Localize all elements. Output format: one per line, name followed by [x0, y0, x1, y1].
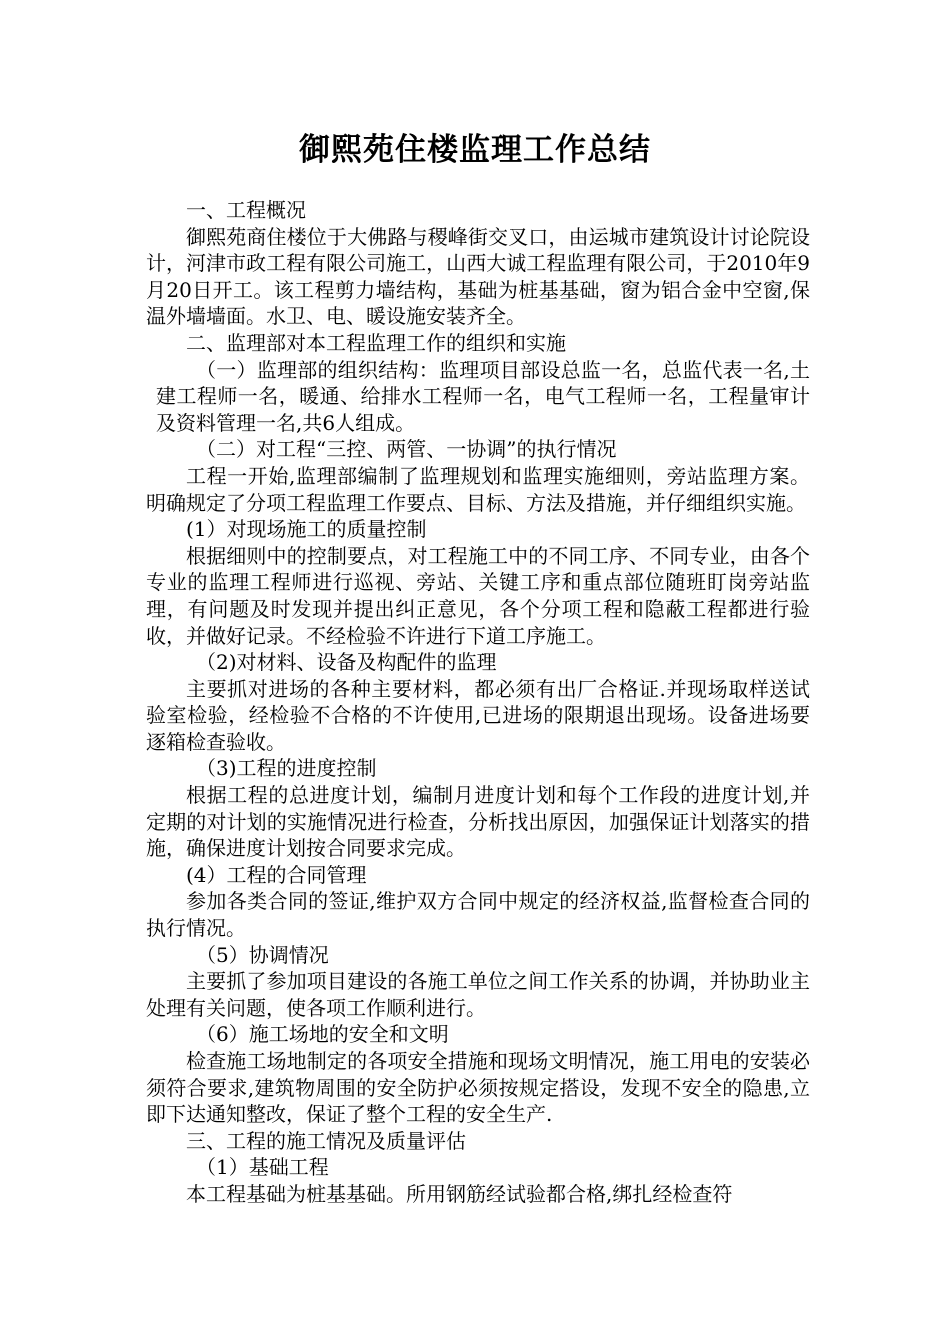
document-body [146, 197, 810, 1208]
body-paragraph: 根据细则中的控制要点，对工程施工中的不同工序、不同专业，由各个专业的监理工程师进行巡视、旁站、关键工序和重点部位随班盯岗旁站监理，有问题及时发现并提出纠正意见，各个分项工程和隐蔽工程都进行验收，并做好记录。不经检验不许进行下道工序施工。 [146, 543, 810, 648]
body-paragraph: 三、工程的施工情况及质量评估 [186, 1128, 466, 1153]
body-paragraph: (4）工程的合同管理 [186, 862, 367, 887]
body-paragraph: 一、工程概况 [186, 198, 306, 222]
body-paragraph: 二、监理部对本工程监理工作的组织和实施 [186, 330, 566, 355]
body-paragraph: 根据工程的总进度计划，编制月进度计划和每个工作段的进度计划,并定期的对计划的实施情况进行检查，分析找出原因，加强保证计划落实的措施，确保进度计划按合同要求完成。 [146, 783, 810, 861]
body-paragraph: （一）监理部的组织结构：监理项目部设总监一名，总监代表一名,土建工程师一名，暖通、给排水工程师一名，电气工程师一名，工程量审计及资料管理一名,共6人组成。 [156, 357, 810, 435]
body-paragraph: （3)工程的进度控制 [196, 756, 377, 781]
body-paragraph: 检查施工场地制定的各项安全措施和现场文明情况，施工用电的安装必须符合要求,建筑物周围的安全防护必须按规定搭设，发现不安全的隐患,立即下达通知整改，保证了整个工程的安全生产. [146, 1049, 810, 1127]
document-title: 御熙苑住楼监理工作总结 [299, 132, 651, 168]
body-paragraph: 参加各类合同的签证,维护双方合同中规定的经济权益,监督检查合同的执行情况。 [146, 889, 810, 941]
body-paragraph: 工程一开始,监理部编制了监理规划和监理实施细则，旁站监理方案。明确规定了分项工程监理工作要点、目标、方法及措施，并仔细组织实施。 [146, 463, 810, 515]
body-paragraph: （6）施工场地的安全和文明 [196, 1022, 449, 1047]
body-paragraph: 本工程基础为桩基基础。所用钢筋经试验都合格,绑扎经检查符 [186, 1181, 733, 1206]
body-paragraph: （1）基础工程 [196, 1155, 329, 1180]
body-paragraph: 御熙苑商住楼位于大佛路与稷峰街交叉口，由运城市建筑设计讨论院设计，河津市政工程有限公司施工，山西大诚工程监理有限公司，于2010年9月20日开工。该工程剪力墙结构，基础为桩基基础，窗为铝合金中空窗,保温外墙墙面。水卫、电、暖设施安装齐全。 [146, 224, 810, 329]
body-paragraph: （二）对工程“三控、两管、一协调”的执行情况 [196, 437, 617, 462]
body-paragraph: （2)对材料、设备及构配件的监理 [196, 650, 497, 675]
body-paragraph: 主要抓对进场的各种主要材料，都必须有出厂合格证.并现场取样送试验室检验，经检验不合格的不许使用,已进场的限期退出现场。设备进场要逐箱检查验收。 [146, 676, 810, 754]
body-paragraph: (1）对现场施工的质量控制 [186, 517, 427, 542]
body-paragraph: （5）协调情况 [196, 942, 329, 967]
body-paragraph: 主要抓了参加项目建设的各施工单位之间工作关系的协调，并协助业主处理有关问题，使各项工作顺利进行。 [146, 969, 810, 1020]
